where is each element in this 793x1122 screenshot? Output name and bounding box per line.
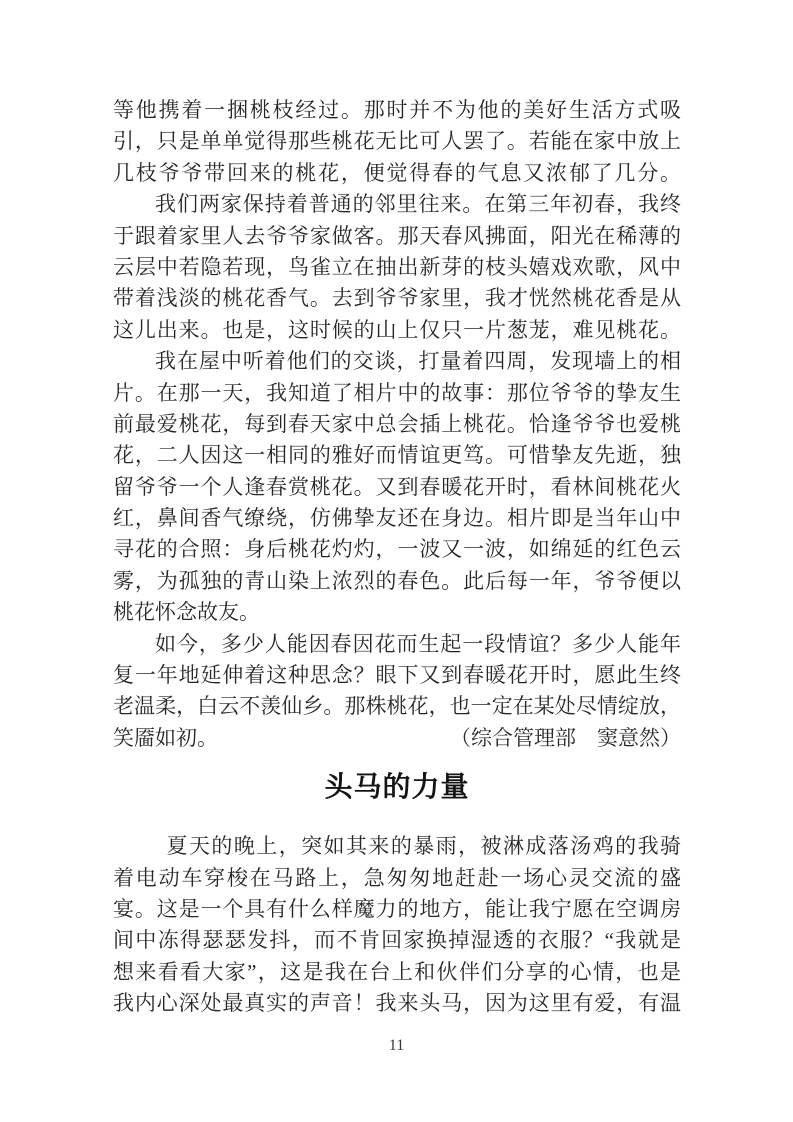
paragraph (113, 346, 681, 629)
text-line: 花，二人因这一相同的雅好而情谊更笃。可惜挚友先逝，独 (113, 443, 681, 468)
text-line: 等他携着一捆桃枝经过。那时并不为他的美好生活方式吸 (113, 98, 681, 122)
article-title: 头马的力量 (324, 771, 470, 803)
paragraph (113, 189, 681, 346)
text-line: 我内心深处最真实的声音！我来头马，因为这里有爱，有温 (113, 991, 681, 1016)
paragraph (113, 95, 681, 189)
content-area (113, 95, 681, 1020)
text-line: 宴。这是一个具有什么样魔力的地方，能让我宁愿在空调房 (113, 896, 681, 921)
author-attribution: （综合管理部 窦意然） (450, 725, 681, 750)
text-line: 想来看看大家”，这是我在台上和伙伴们分享的心情，也是 (113, 959, 681, 984)
text-line: 我在屋中听着他们的交谈，打量着四周，发现墙上的相 (155, 349, 681, 374)
text-line: 夏天的晚上，突如其来的暴雨，被淋成落汤鸡的我骑 (166, 834, 681, 859)
text-line: 云层中若隐若现，鸟雀立在抽出新芽的枝头嬉戏欢歌，风中 (113, 254, 681, 279)
text-line: 引，只是单单觉得那些桃花无比可人罢了。若能在家中放上 (113, 129, 681, 154)
text-line: 老温柔，白云不羡仙乡。那株桃花，也一定在某处尽情绽放， (113, 694, 681, 719)
page-number: 11 (388, 1037, 405, 1054)
text-line: 片。在那一天，我知道了相片中的故事：那位爷爷的挚友生 (113, 380, 681, 405)
text-line (113, 723, 681, 754)
article-peach-blossom-ending (113, 95, 681, 754)
text-line: 间中冻得瑟瑟发抖，而不肯回家换掉湿透的衣服？“我就是 (113, 928, 681, 953)
text-line: 红，鼻间香气缭绕，仿佛挚友还在身边。相片即是当年山中 (113, 506, 681, 531)
text-line: 桃花怀念故友。 (113, 600, 260, 625)
paragraph (113, 629, 681, 755)
paragraph (113, 831, 681, 1019)
text-line: 几枝爷爷带回来的桃花，便觉得春的气息又浓郁了几分。 (113, 160, 681, 185)
text-line: 留爷爷一个人逢春赏桃花。又到春暖花开时，看林间桃花火 (113, 474, 681, 499)
text-line: 前最爱桃花，每到春天家中总会插上桃花。恰逢爷爷也爱桃 (113, 411, 681, 436)
paragraph-closing-text: 笑靥如初。 (113, 725, 218, 750)
text-line: 于跟着家里人去爷爷家做客。那天春风拂面，阳光在稀薄的 (113, 223, 681, 248)
text-line: 如今，多少人能因春因花而生起一段情谊？多少人能年 (155, 631, 681, 656)
text-line: 这儿出来。也是，这时候的山上仅只一片葱茏，难见桃花。 (113, 317, 681, 342)
text-line: 我们两家保持着普通的邻里往来。在第三年初春，我终 (155, 192, 681, 217)
text-line: 带着浅淡的桃花香气。去到爷爷家里，我才恍然桃花香是从 (113, 286, 681, 311)
text-line: 复一年地延伸着这种思念？眼下又到春暖花开时，愿此生终 (113, 663, 681, 688)
text-line: 着电动车穿梭在马路上，急匆匆地赶赴一场心灵交流的盛 (113, 865, 681, 890)
text-line: 雾，为孤独的青山染上浓烈的春色。此后每一年，爷爷便以 (113, 568, 681, 593)
text-line: 寻花的合照：身后桃花灼灼，一波又一波，如绵延的红色云 (113, 537, 681, 562)
article-toastmasters-body (113, 831, 681, 1019)
